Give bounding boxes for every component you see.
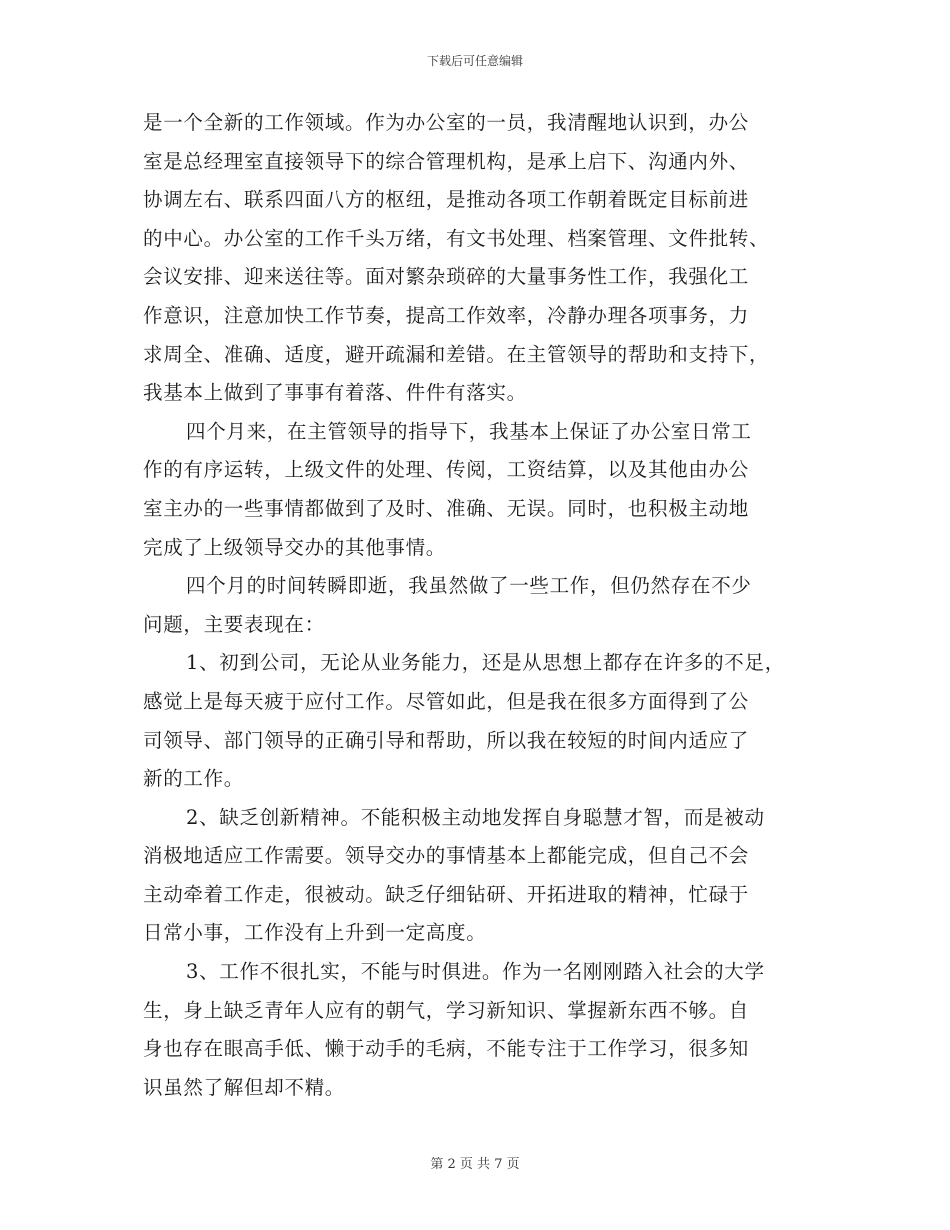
paragraph-line: 是一个全新的工作领域。作为办公室的一员，我清醒地认识到，办公 [143,111,750,134]
paragraph-line: 作意识，注意加快工作节奏，提高工作效率，冷静办理各项事务，力 [143,303,750,327]
paragraph-line: 感觉上是每天疲于应付工作。尽管如此，但是我在很多方面得到了公 [143,689,750,713]
paragraph-line: 司领导、部门领导的正确引导和帮助，所以我在较短的时间内适应了 [143,728,750,752]
page-number: 第 2 页 共 7 页 [430,1157,520,1172]
paragraph-line: 作的有序运转，上级文件的处理、传阅，工资结算，以及其他由办公 [143,458,750,482]
document-body [143,104,843,1107]
paragraph-line: 求周全、准确、适度，避开疏漏和差错。在主管领导的帮助和支持下， [143,342,770,366]
paragraph-line: 消极地适应工作需要。领导交办的事情基本上都能完成，但自己不会 [143,844,750,868]
paragraph-line: 主动牵着工作走，很被动。缺乏仔细钻研、开拓进取的精神，忙碌于 [143,882,750,906]
paragraph-line: 室是总经理室直接领导下的综合管理机构，是承上启下、沟通内外、 [143,149,750,173]
paragraph-line: 识虽然了解但却不精。 [143,1075,346,1099]
paragraph-line: 1、初到公司，无论从业务能力，还是从思想上都存在许多的不足， [186,651,785,675]
page-header: 下载后可任意编辑 [426,54,523,68]
paragraph-line: 四个月来，在主管领导的指导下，我基本上保证了办公室日常工 [186,419,752,443]
paragraph-line: 协调左右、联系四面八方的枢纽，是推动各项工作朝着既定目标前进 [143,188,750,212]
paragraph-line: 问题，主要表现在： [143,612,325,636]
paragraph-line: 四个月的时间转瞬即逝，我虽然做了一些工作，但仍然存在不少 [186,574,752,598]
paragraph-line: 日常小事，工作没有上升到一定高度。 [143,921,487,945]
paragraph-line: 会议安排、迎来送往等。面对繁杂琐碎的大量事务性工作，我强化工 [143,265,750,289]
paragraph-line: 完成了上级领导交办的其他事情。 [143,535,447,559]
paragraph-line: 室主办的一些事情都做到了及时、准确、无误。同时，也积极主动地 [143,496,750,520]
paragraph-line: 2、缺乏创新精神。不能积极主动地发挥自身聪慧才智，而是被动 [186,805,765,829]
paragraph-line: 生，身上缺乏青年人应有的朝气，学习新知识、掌握新东西不够。自 [143,998,750,1022]
paragraph-line: 我基本上做到了事事有着落、件件有落实。 [143,381,527,405]
paragraph-line: 身也存在眼高手低、懒于动手的毛病，不能专注于工作学习，很多知 [143,1037,750,1061]
paragraph-line: 的中心。办公室的工作千头万绪，有文书处理、档案管理、文件批转、 [143,226,770,250]
paragraph-line: 3、工作不很扎实，不能与时俱进。作为一名刚刚踏入社会的大学 [186,960,765,984]
paragraph-line: 新的工作。 [143,767,245,791]
